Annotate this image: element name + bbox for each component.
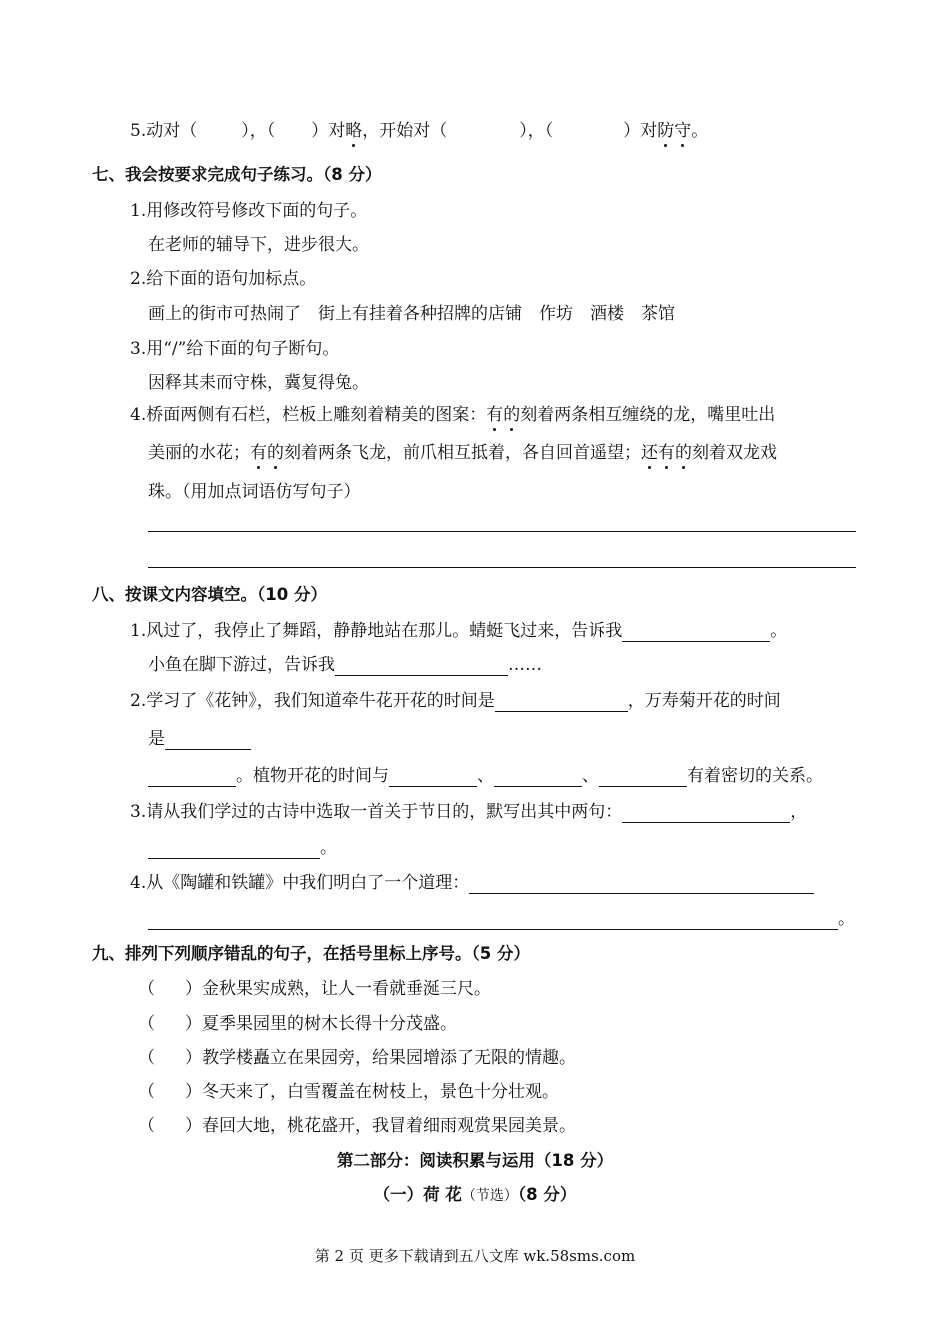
- s7-q3: 3.用“/”给下面的句子断句。: [130, 339, 340, 359]
- s8-q4-line2: 。: [148, 908, 855, 930]
- part2-subtitle: （一）荷 花（节选）（8 分）: [373, 1185, 577, 1204]
- answer-line[interactable]: [148, 531, 856, 532]
- s7-q2-sentence: 画上的街市可热闹了 街上有挂着各种招牌的店铺 作坊 酒楼 茶馆: [148, 304, 675, 324]
- s9-item: （ ）教学楼矗立在果园旁，给果园增添了无限的情趣。: [138, 1048, 576, 1068]
- fill-blank[interactable]: [599, 768, 687, 787]
- s8-q1-line1: 1.风过了，我停止了舞蹈，静静地站在那儿。蜻蜓飞过来，告诉我 。: [130, 621, 788, 641]
- fill-blank[interactable]: [148, 911, 838, 930]
- answer-line[interactable]: [148, 567, 856, 568]
- s8-q2-line1: 2.学习了《花钟》，我们知道牵牛花开花的时间是 ，万寿菊开花的时间: [130, 691, 781, 711]
- s8-q4-line1: 4.从《陶罐和铁罐》中我们明白了一个道理：: [130, 872, 814, 894]
- page-footer: 第 2 页 更多下载请到五八文库 wk.58sms.com: [314, 1247, 636, 1265]
- s8-title: 八、按课文内容填空。（10 分）: [92, 585, 327, 604]
- s9-item: （ ）冬天来了，白雪覆盖在树枝上，景色十分壮观。: [138, 1082, 559, 1102]
- s7-q1: 1.用修改符号修改下面的句子。: [130, 201, 368, 221]
- fill-blank[interactable]: [622, 804, 790, 823]
- fill-blank[interactable]: [469, 875, 814, 894]
- dotted-char: 有: [250, 443, 267, 463]
- dotted-char: 有: [486, 405, 504, 425]
- s6-q5: 5.动对（ ），（ ）对略，开始对（ ），（ ）对防守。: [130, 121, 709, 141]
- s9-item: （ ）春回大地，桃花盛开，我冒着细雨观赏果园美景。: [138, 1116, 576, 1136]
- fill-blank[interactable]: [165, 731, 251, 750]
- fill-blank[interactable]: [148, 768, 236, 787]
- dotted-char: 的: [267, 443, 284, 463]
- s8-q2-line2: 是: [148, 728, 251, 750]
- dotted-char: 的: [675, 443, 692, 463]
- fill-blank[interactable]: [148, 840, 320, 859]
- s8-q3-line2: 。: [148, 837, 337, 859]
- part2-title: 第二部分：阅读积累与运用（18 分）: [336, 1151, 614, 1170]
- s9-item: （ ）夏季果园里的树木长得十分茂盛。: [138, 1014, 457, 1034]
- s9-title: 九、排列下列顺序错乱的句子，在括号里标上序号。（5 分）: [92, 944, 530, 963]
- fill-blank[interactable]: [494, 768, 582, 787]
- fill-blank[interactable]: [495, 693, 628, 712]
- s7-q1-sentence: 在老师的辅导下，进步很大。: [148, 235, 369, 255]
- dotted-char: 略: [345, 121, 363, 141]
- dotted-char: 还: [641, 443, 658, 463]
- dotted-char: 的: [503, 405, 521, 425]
- s8-q2-line3: 。植物开花的时间与 、 、 有着密切的关系。: [148, 765, 823, 787]
- fill-blank[interactable]: [389, 768, 477, 787]
- s9-item: （ ）金秋果实成熟，让人一看就垂涎三尺。: [138, 979, 491, 999]
- fill-blank[interactable]: [335, 657, 508, 676]
- dotted-char: 防: [657, 121, 675, 141]
- s7-q2: 2.给下面的语句加标点。: [130, 269, 317, 289]
- fill-blank[interactable]: [622, 623, 770, 642]
- s7-title: 七、我会按要求完成句子练习。（8 分）: [92, 165, 382, 184]
- s7-q3-sentence: 因释其耒而守株，冀复得兔。: [148, 373, 369, 393]
- dotted-char: 有: [658, 443, 675, 463]
- s8-q1-line2: 小鱼在脚下游过，告诉我 ……: [148, 655, 542, 675]
- s8-q3-line1: 3.请从我们学过的古诗中选取一首关于节日的，默写出其中两句： ，: [130, 802, 808, 822]
- dotted-char: 守: [674, 121, 692, 141]
- s7-q4-line3: 珠。（用加点词语仿写句子）: [148, 482, 361, 502]
- s7-q4-line2: 美丽的水花；有的刻着两条飞龙，前爪相互抵着，各自回首遥望；还有的刻着双龙戏: [148, 443, 777, 463]
- s7-q4-line1: 4.桥面两侧有石栏，栏板上雕刻着精美的图案：有的刻着两条相互缠绕的龙，嘴里吐出: [130, 405, 776, 425]
